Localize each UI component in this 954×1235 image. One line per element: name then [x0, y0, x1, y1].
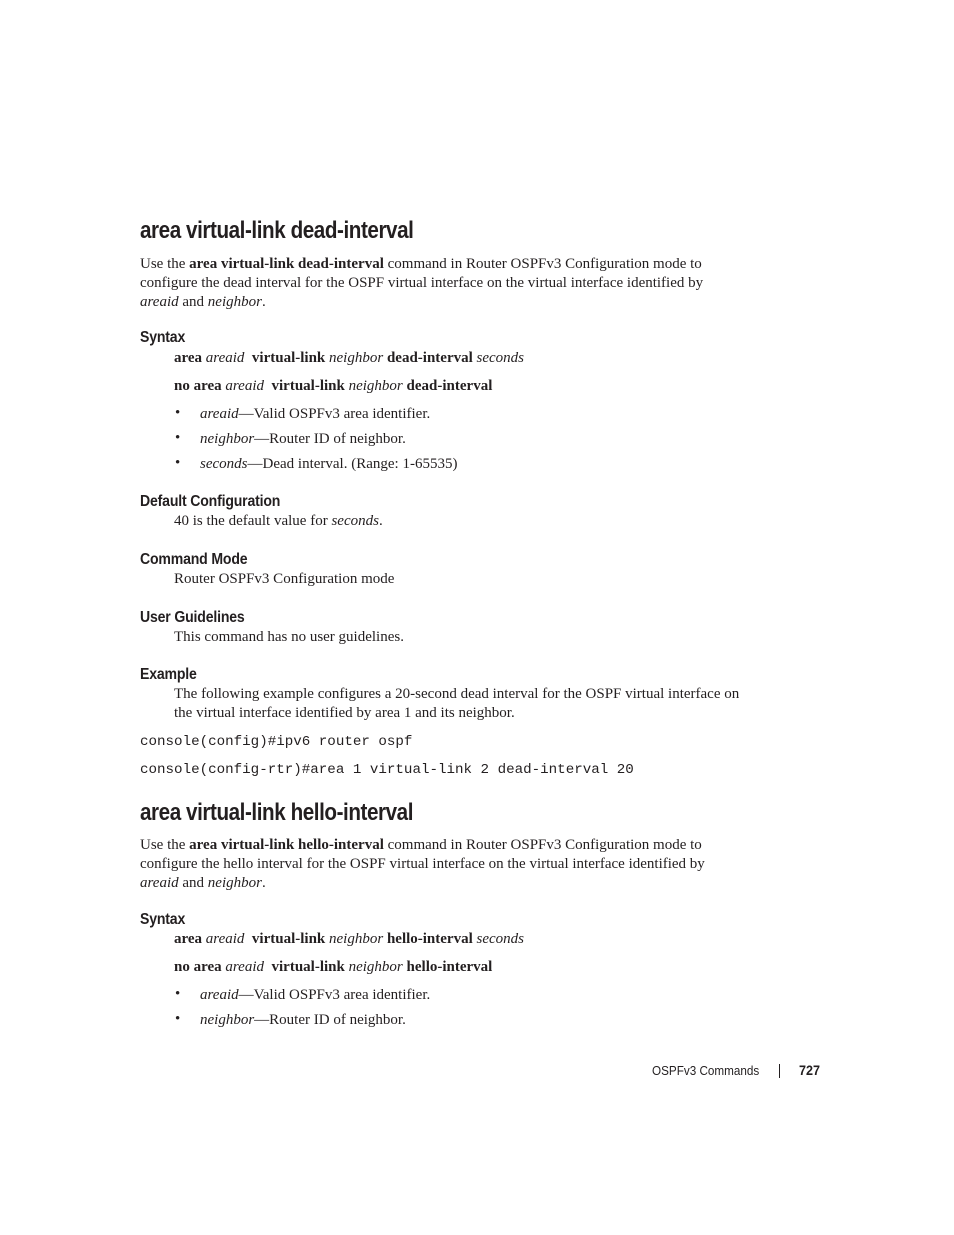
page-number: 727 [799, 1062, 821, 1078]
command-name: area virtual-link hello-interval [189, 837, 384, 853]
list-item: neighbor—Router ID of neighbor. [200, 1012, 406, 1028]
command-name: area virtual-link dead-interval [189, 256, 384, 272]
code-line: console(config-rtr)#area 1 virtual-link 2 dead-interval 20 [140, 762, 634, 778]
bullet-icon: • [175, 1011, 181, 1027]
syntax-line: area areaid virtual-link neighbor hello-interval seconds [174, 931, 525, 947]
command-mode-heading: Command Mode [140, 551, 248, 568]
bullet-icon: • [175, 986, 181, 1002]
syntax-line: area areaid virtual-link neighbor dead-interval seconds [174, 350, 525, 366]
list-item: neighbor—Router ID of neighbor. [200, 431, 406, 447]
list-item: areaid—Valid OSPFv3 area identifier. [200, 406, 431, 422]
syntax-heading: Syntax [140, 329, 186, 346]
syntax-line: no area areaid virtual-link neighbor dead-interval [174, 378, 493, 394]
code-line: console(config)#ipv6 router ospf [140, 734, 413, 750]
user-guidelines-text: This command has no user guidelines. [174, 629, 404, 645]
list-item: seconds—Dead interval. (Range: 1-65535) [200, 456, 458, 472]
bullet-icon: • [175, 405, 181, 421]
syntax-heading: Syntax [140, 911, 186, 928]
section-title: area virtual-link dead-interval [140, 217, 414, 244]
bullet-icon: • [175, 455, 181, 471]
syntax-line: no area areaid virtual-link neighbor hello-interval [174, 959, 493, 975]
section-title: area virtual-link hello-interval [140, 799, 414, 826]
default-config-heading: Default Configuration [140, 493, 281, 510]
intro-paragraph: Use the area virtual-link dead-interval command in Router OSPFv3 Configuration mode to configure the dead interval for the OSPF virtual interface on the virtual interface identified by areaid and neighbor. [140, 256, 704, 310]
command-mode-text: Router OSPFv3 Configuration mode [174, 571, 395, 587]
user-guidelines-heading: User Guidelines [140, 609, 245, 626]
default-config-text: 40 is the default value for seconds. [174, 513, 383, 529]
example-text: The following example configures a 20-second dead interval for the OSPF virtual interface on the virtual interface identified by area 1 and its neighbor. [174, 686, 740, 721]
list-item: areaid—Valid OSPFv3 area identifier. [200, 987, 431, 1003]
footer-divider [779, 1064, 780, 1078]
footer-section-name: OSPFv3 Commands [652, 1063, 760, 1078]
bullet-icon: • [175, 430, 181, 446]
intro-paragraph: Use the area virtual-link hello-interval command in Router OSPFv3 Configuration mode to configure the hello interval for the OSPF virtual interface on the virtual interface identified by areaid and neighbor. [140, 837, 705, 891]
example-heading: Example [140, 666, 197, 683]
